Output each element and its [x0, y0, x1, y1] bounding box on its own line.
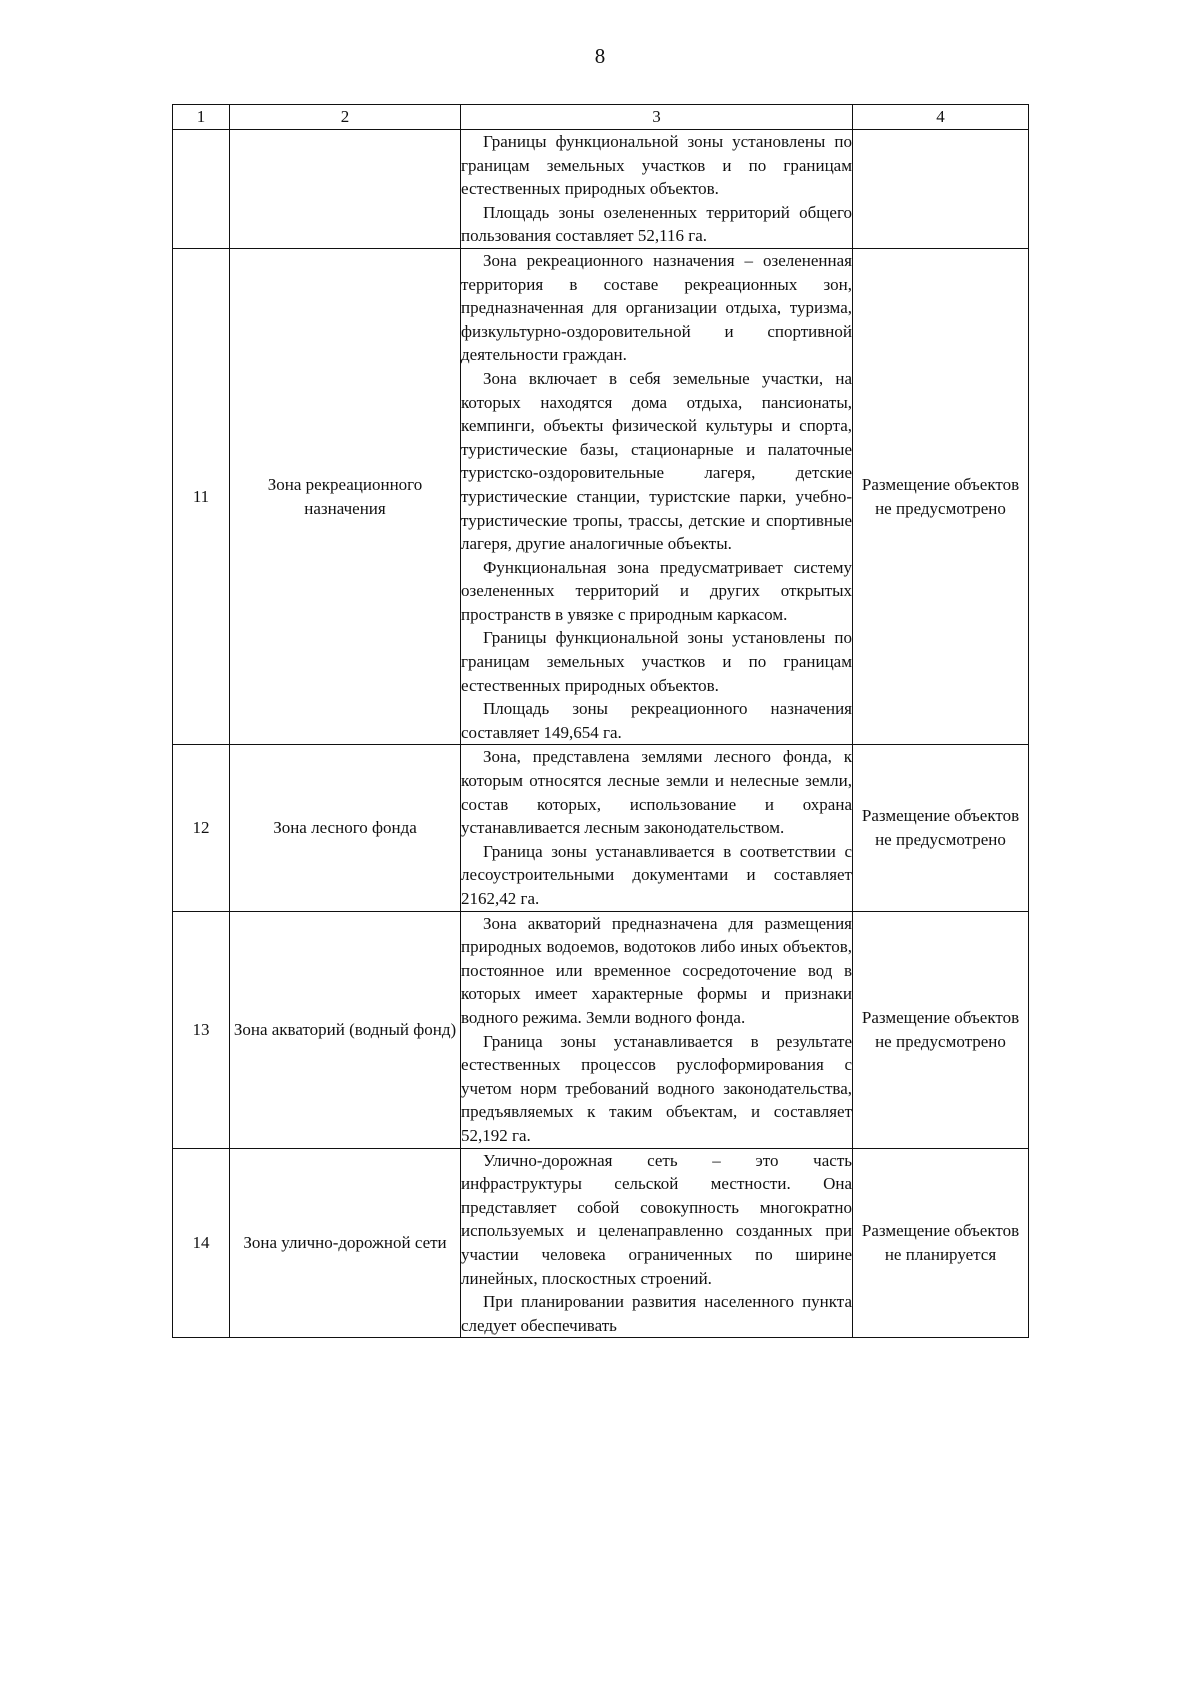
- description-paragraph: Функциональная зона предусматривает систему озелененных территорий и других открытых пространств в увязке с природным каркасом.: [461, 557, 852, 624]
- placement-note: Размещение объектов не предусмотрено: [853, 745, 1029, 911]
- page-number: 8: [594, 44, 606, 68]
- table-row: [173, 745, 1029, 911]
- zone-name: Зона улично-дорожной сети: [230, 1148, 461, 1338]
- description-paragraph: Зона акваторий предназначена для размещения природных водоемов, водотоков либо иных объектов, постоянное или временное сосредоточение вод в которых имеет характерные формы и признаки водного режима. Земли водного фонда.: [461, 913, 852, 1027]
- description-paragraph: Зона, представлена землями лесного фонда, к которым относятся лесные земли и нелесные земли, состав которых, использование и охрана устанавливается лесным законодательством.: [461, 747, 852, 838]
- column-header-zone-name: 2: [230, 105, 461, 130]
- column-header-placement: 4: [853, 105, 1029, 130]
- zone-name: Зона акваторий (водный фонд): [230, 911, 461, 1148]
- zone-description: [461, 1148, 853, 1338]
- table-row: [173, 1148, 1029, 1338]
- description-paragraph: Площадь зоны рекреационного назначения составляет 149,654 га.: [461, 699, 852, 742]
- description-paragraph: Площадь зоны озелененных территорий общего пользования составляет 52,116 га.: [461, 202, 852, 246]
- zone-name: Зона лесного фонда: [230, 745, 461, 911]
- placement-note: Размещение объектов не предусмотрено: [853, 911, 1029, 1148]
- row-number: [173, 130, 230, 249]
- row-number: 11: [173, 248, 230, 744]
- zone-name: Зона рекреационного назначения: [230, 248, 461, 744]
- table-row: [173, 911, 1029, 1148]
- placement-note: Размещение объектов не планируется: [853, 1148, 1029, 1338]
- column-header-number: 1: [173, 105, 230, 130]
- placement-note: Размещение объектов не предусмотрено: [853, 248, 1029, 744]
- row-number: 13: [173, 911, 230, 1148]
- zone-description: [461, 248, 853, 744]
- description-paragraph: Границы функциональной зоны установлены по границам земельных участков и по границам естественных природных объектов.: [461, 132, 852, 199]
- column-header-description: 3: [461, 105, 853, 130]
- placement-note: [853, 130, 1029, 249]
- zone-description: [461, 911, 853, 1148]
- table-row: [173, 248, 1029, 744]
- description-paragraph: Граница зоны устанавливается в соответствии с лесоустроительными документами и составляет 2162,42 га.: [461, 841, 852, 908]
- description-paragraph: При планировании развития населенного пункта следует обеспечивать: [461, 1292, 852, 1335]
- table-row: [173, 130, 1029, 249]
- zone-name: [230, 130, 461, 249]
- description-paragraph: Улично-дорожная сеть – это часть инфраструктуры сельской местности. Она представляет собой совокупность многократно используемых и целенаправленно созданных при участии человека ограниченных по ширине линейных, плоскостных строений.: [461, 1150, 852, 1288]
- description-paragraph: Зона рекреационного назначения – озелененная территория в составе рекреационных зон, предназначенная для организации отдыха, туризма, физкультурно-оздоровительной и спортивной деятельности граждан.: [461, 250, 852, 365]
- description-paragraph: Зона включает в себя земельные участки, на которых находятся дома отдыха, пансионаты, кемпинги, объекты физической культуры и спорта, туристические базы, стационарные и палаточные туристско-оздоровительные лагеря, детские туристические станции, туристские парки, учебно-туристические тропы, трассы, детские и спортивные лагеря, другие аналогичные объекты.: [461, 368, 852, 554]
- zone-description: [461, 130, 853, 249]
- zone-description: [461, 745, 853, 911]
- description-paragraph: Границы функциональной зоны установлены по границам земельных участков и по границам естественных природных объектов.: [461, 628, 852, 695]
- zones-table: [172, 104, 1029, 1338]
- header-row: [173, 105, 1029, 130]
- row-number: 14: [173, 1148, 230, 1338]
- row-number: 12: [173, 745, 230, 911]
- description-paragraph: Граница зоны устанавливается в результате естественных процессов руслоформирования с учетом норм требований водного законодательства, предъявляемых к таким объектам, и составляет 52,192 га.: [461, 1031, 852, 1145]
